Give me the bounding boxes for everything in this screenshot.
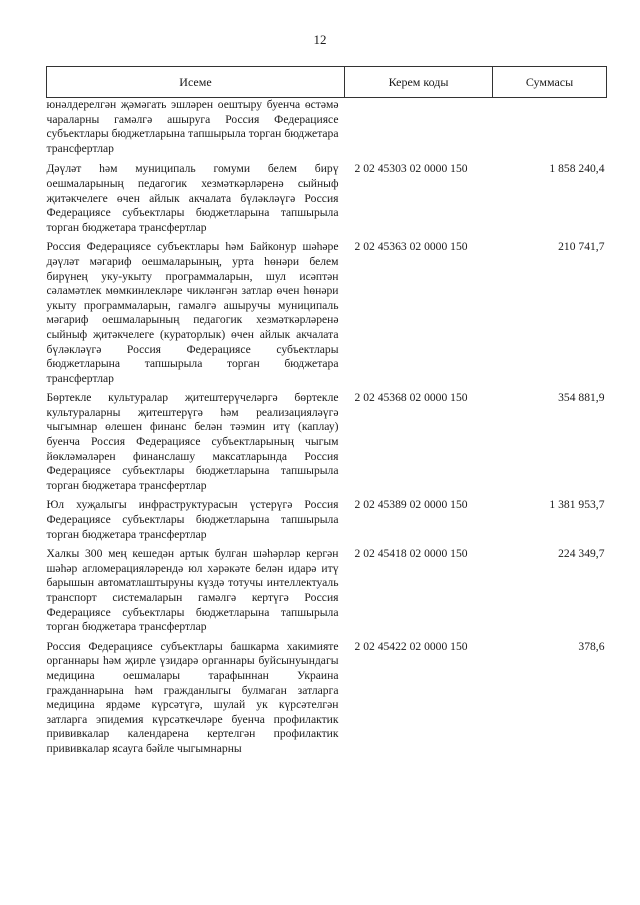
row-name: Халкы 300 мең кешедән артык булган шәһәрләр кергән шәһәр агломерацияләрендә юл хәрәкәте белән идарә итү барышын автоматлаштыруны күздә тотучы интеллектуаль транспорт системаларын гамәлгә кертүгә Россия Федерациясе субъектлары бюджетларына тапшырыла торган бюджетара трансфертлар: [46, 547, 339, 634]
table-row: [47, 98, 607, 163]
header-sum: Суммасы: [493, 67, 607, 98]
row-name: Россия Федерациясе субъектлары һәм Байконур шәһәре дәүләт мәгариф оешмаларының, урта һөнәри белем бирүнең уку-укыту программаларын, шул исәптән сәламәтлек мөмкинлекләре чикләнгән затлар өчен һөнәри укыту программаларын, гамәлгә ашыручы муниципаль мәгариф оешмаларының педагогик хезмәткәрләренә сыйныф җитәкчелеге (кураторлык) өчен айлык акчалата бүләкләүгә Россия Федерациясе субъектлары бюджетларына тапшырыла торган бюджетара трансфертлар: [46, 240, 339, 385]
row-name: Юл хуҗалыгы инфраструктурасын үстерүгә Россия Федерациясе субъектлары бюджетларына тапшырыла торган бюджетара трансфертлар: [46, 498, 339, 541]
row-code: [345, 98, 493, 163]
table-row: [47, 391, 607, 498]
header-code: Керем коды: [345, 67, 493, 98]
row-sum: 210 741,7: [558, 240, 605, 254]
row-sum: 224 349,7: [558, 547, 605, 561]
row-sum: 378,6: [578, 639, 605, 653]
row-name: Дәүләт һәм муниципаль гомуми белем бирү оешмаларының педагогик хезмәткәрләренә сыйныф җитәкчелеге өчен айлык акчалата бүләкләүгә Россия Федерациясе субъектлары бюджетларына тапшырыла торган бюджетара трансфертлар: [46, 162, 339, 234]
row-name: Бөртекле культуралар җитештерүчеләргә бөртекле культураларны җитештерүгә һәм реализацияләүгә чыгымнар өлешен финанс белән тәэмин итү (каплау) буенча Россия Федерациясе субъектларының чыгым йөкләмәләрен финанслашу максатларында Россия Федерациясе субъектлары бюджетларына тапшырыла торган бюджетара трансфертлар: [46, 391, 339, 492]
page-number: 12: [313, 32, 327, 47]
row-sum: 1 381 953,7: [549, 498, 605, 512]
table-row: [47, 498, 607, 547]
row-sum: [493, 98, 607, 163]
row-code: 2 02 45368 02 0000 150: [354, 391, 468, 405]
table-row: [47, 547, 607, 640]
row-code: 2 02 45303 02 0000 150: [354, 162, 468, 176]
table-row: [47, 162, 607, 240]
row-name: юнәлдерелгән җәмәгать эшләрен оештыру буенча өстәмә чараларны гамәлгә ашыруга Россия Федерациясе субъектлары бюджетларына тапшырыла торган бюджетара трансфертлар: [46, 98, 339, 155]
row-code: 2 02 45422 02 0000 150: [354, 639, 468, 653]
row-name: Россия Федерациясе субъектлары башкарма хакимияте органнары һәм җирле үзидарә органнары буйсынуындагы медицина оешмалары тарафыннан Украина гражданнарына һәм гражданлыгы булмаган затларга медицина ярдәме күрсәтүгә, шулай ук күрсәтелгән затларга эпидемия күрсәткечләре буенча профилактик прививкалар календарена кертелгән профилактик прививкалар ясауга бәйле чыгымнарны: [46, 639, 339, 755]
row-sum: 354 881,9: [558, 391, 605, 405]
header-name: Исеме: [47, 67, 345, 98]
row-code: 2 02 45389 02 0000 150: [354, 498, 468, 512]
table-row: [47, 640, 607, 762]
table-header-row: [47, 67, 607, 98]
row-code: 2 02 45363 02 0000 150: [354, 240, 468, 254]
table-row: [47, 240, 607, 391]
row-code: 2 02 45418 02 0000 150: [354, 547, 468, 561]
revenue-table: [46, 66, 607, 762]
row-sum: 1 858 240,4: [549, 162, 605, 176]
